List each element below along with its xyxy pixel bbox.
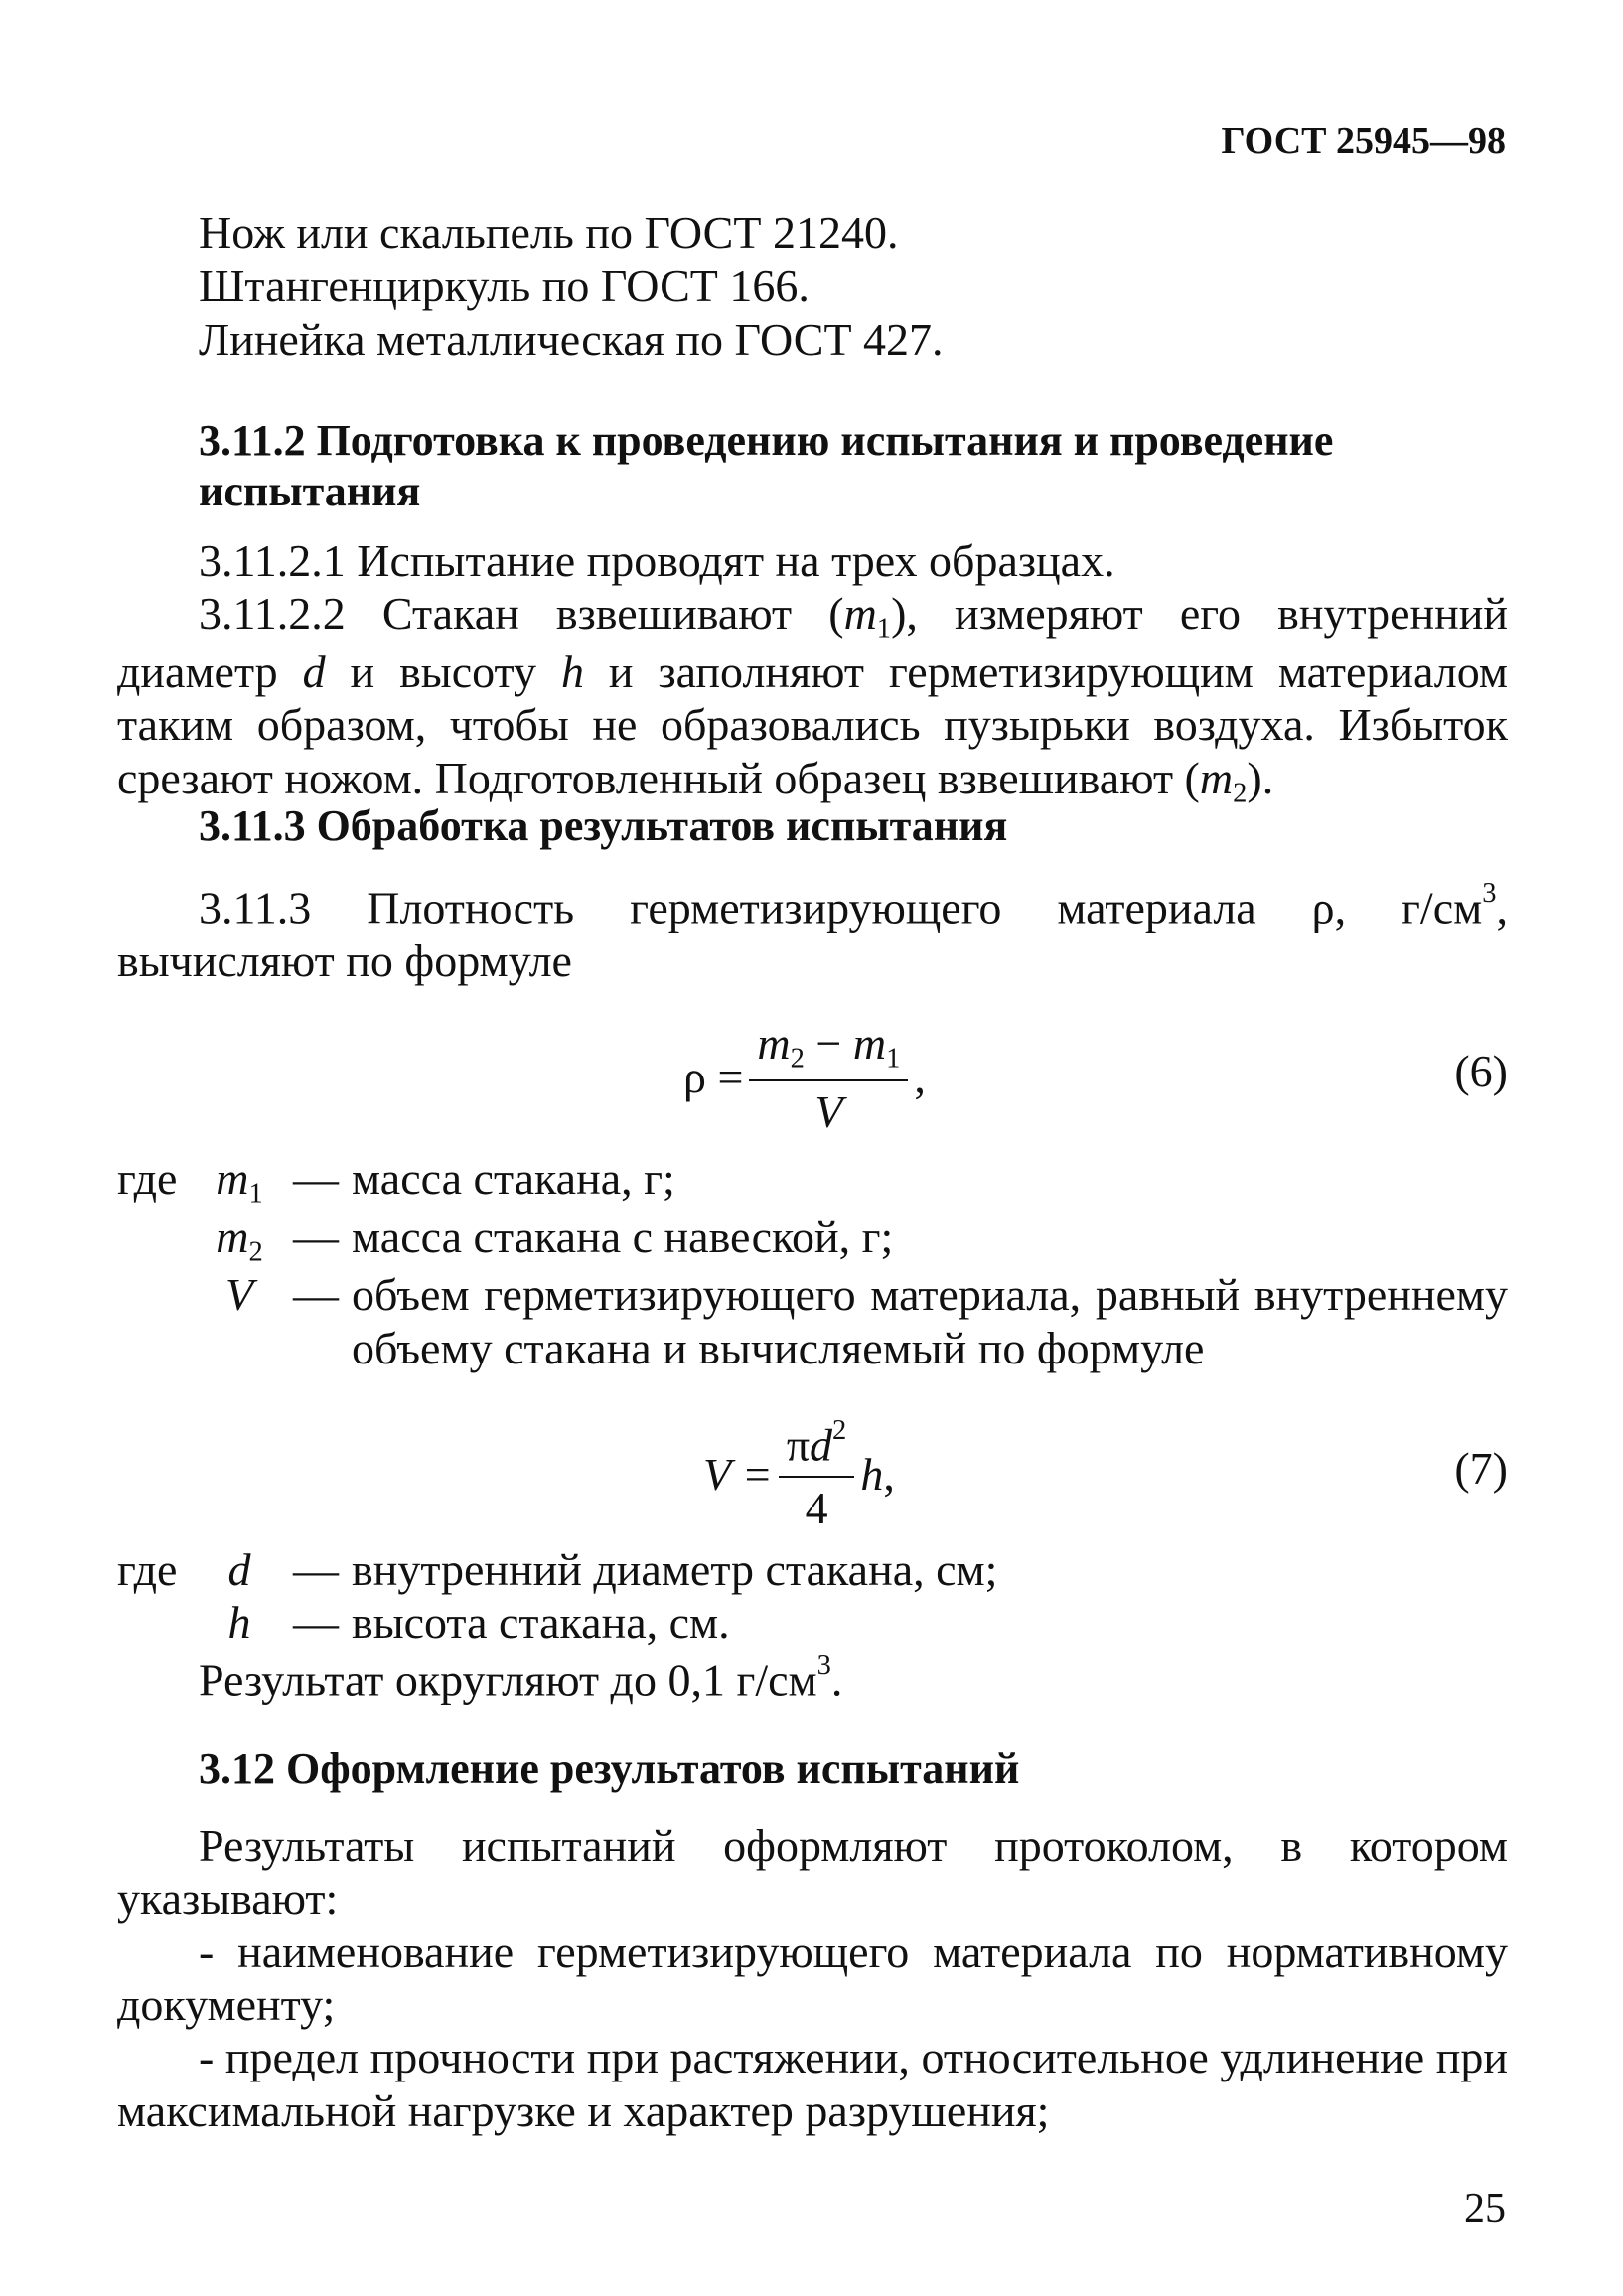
section-title-3-11-3: 3.11.3 Обработка результатов испытания [199,801,1008,850]
standard-header: ГОСТ 25945—98 [1221,120,1506,162]
paragraph-3-11-3: 3.11.3 Плотность герметизирующего материала ρ, $г/см^3$, вычисляют по формуле [117,878,1508,986]
tool-ruler: Линейка металлическая по ГОСТ 427. [199,313,944,364]
definition-row: h — высота стакана, см. [227,1597,730,1649]
tool-knife: Нож или скальпель по ГОСТ 21240. [199,208,899,258]
definition-row: где $m_1$ — масса стакана, г; [117,1153,675,1210]
equation-number-6: (6) [1454,1046,1508,1096]
paragraph-3-11-2-1: 3.11.2.1 Испытание проводят на трех образцах. [199,535,1115,587]
list-item: - предел прочности при растяжении, относительное удлинение при максимальной нагрузке и характер разрушения; [117,2032,1508,2136]
section-title-3-12: 3.12 Оформление результатов испытаний [199,1744,1020,1793]
definitions-formula-7 [117,1543,1508,1706]
definition-row: V — объем герметизирующего материала, равный внутреннему объему стакана и вычисляемый по формуле [224,1269,1508,1373]
formula-7-row [117,1400,1508,1549]
section-title-3-11-2: 3.11.2 Подготовка к проведению испытания и проведение испытания [199,416,1334,516]
definitions-formula-6 [117,1152,1508,1374]
formula-6: ρ = $\frac{m_2 - m_1}{V}$ , [683,1018,926,1137]
formula-7-fraction: $\frac{\pi d^2}{4}$ [779,1414,855,1534]
formula-6-row [117,1003,1508,1152]
tool-caliper: Штангенциркуль по ГОСТ 166. [199,260,810,312]
formula-6-fraction: $\frac{m_2 - m_1}{V}$ [749,1017,908,1138]
paragraph-3-11-2-2: 3.11.2.2 Стакан взвешивают $(m_1)$, измеряют его внутренний диаметр d и высоту h и заполняют герметизирующим материалом таким образом, чтобы не образовались пузырьки воздуха. Избыток срезают ножом. Подготовленный образец взвешивают $(m_2)$. [117,588,1508,809]
section-3-12 [117,1743,1508,2137]
page-number: 25 [1464,2186,1506,2231]
rounding-note: Результат округляют до 0,1 $г/см^3$. [199,1650,843,1706]
paragraph-3-12: Результаты испытаний оформляют протоколом, в котором указывают: [117,1820,1508,1925]
section-3-11-2 [117,415,1508,809]
definition-row: $m_2$ — масса стакана с навеской, г; [216,1211,894,1268]
list-item: - наименование герметизирующего материала по нормативному документу; [117,1926,1508,2031]
formula-7: V = $\frac{\pi d^2}{4}$ h , [703,1415,895,1534]
tools-list [117,207,1508,365]
definition-row: где d — внутренний диаметр стакана, см; [117,1544,998,1595]
section-3-11-3 [117,800,1508,987]
equation-number-7: (7) [1454,1443,1508,1494]
